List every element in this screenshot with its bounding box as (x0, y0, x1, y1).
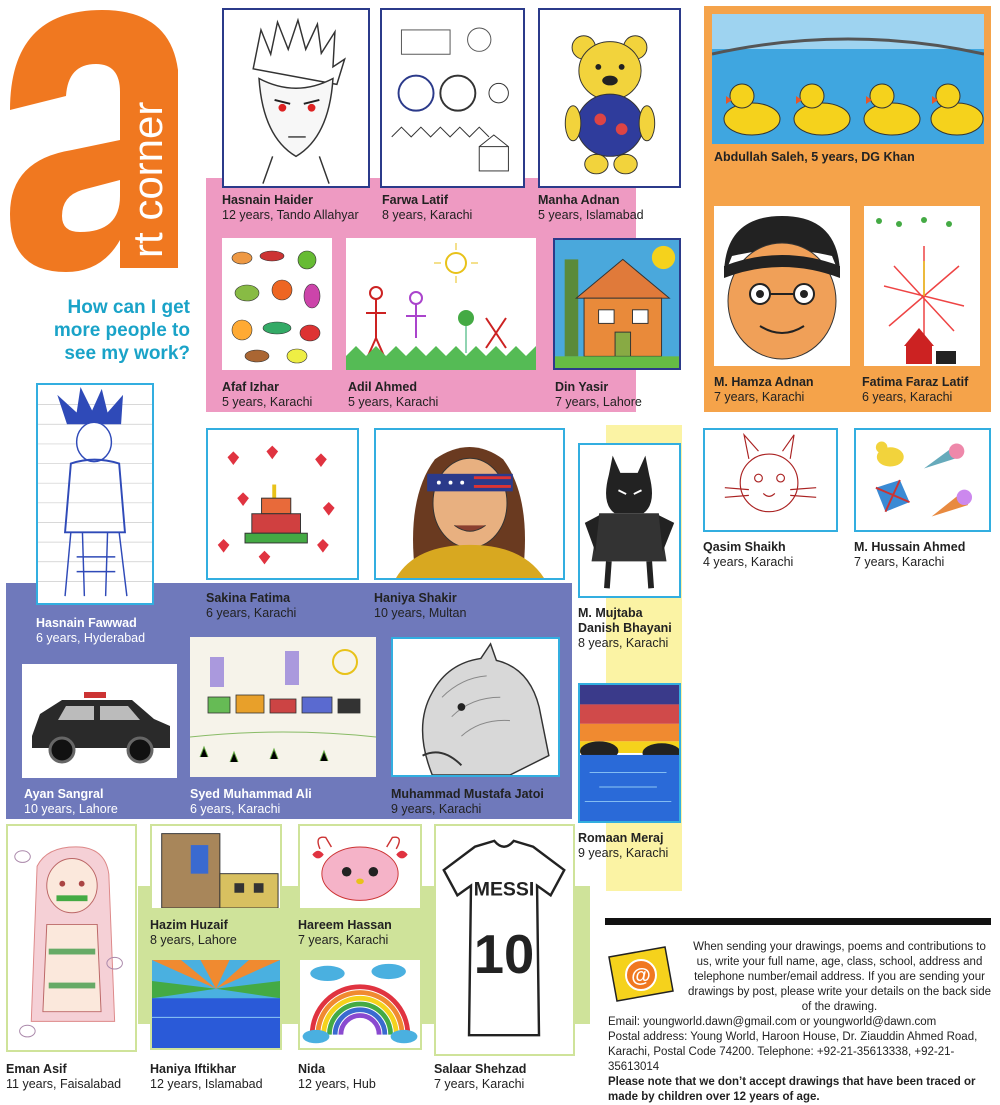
sunset-sea-drawing (580, 685, 679, 821)
submission-email[interactable]: Email: youngworld.dawn@gmail.com or youngworld@dawn.com (608, 1016, 937, 1028)
artist-name: Haniya Iftikhar (150, 1062, 237, 1076)
artist-name: Ayan Sangral (24, 787, 104, 801)
vehicles-parade-drawing (190, 637, 376, 777)
artist-name: Hazim Huzaif (150, 918, 228, 932)
artist-meta: 4 years, Karachi (703, 555, 794, 569)
artwork-qasim-shaikh[interactable] (703, 428, 838, 532)
artwork-ayan-sangral[interactable] (22, 664, 177, 778)
artwork-manha-adnan[interactable] (538, 8, 681, 188)
flowers-drawing (382, 10, 523, 186)
tracing-warning: Please note that we don’t accept drawings that have been traced or made by children over 12 years of age. (608, 1076, 976, 1103)
ducks-drawing (712, 14, 984, 144)
rainbow-drawing (300, 960, 420, 1048)
artwork-fatima-faraz-latif[interactable] (864, 206, 980, 366)
artist-meta: 6 years, Karachi (862, 390, 953, 404)
caption-manha-adnan (538, 193, 698, 223)
artist-meta: 7 years, Karachi (714, 390, 805, 404)
birthday-cake-drawing (208, 430, 357, 578)
caption-haniya-iftikhar (150, 1062, 290, 1092)
caption-mustafa-jatoi (391, 787, 581, 817)
caption-abdullah-saleh (714, 150, 984, 165)
artwork-syed-muhammad-ali[interactable] (190, 637, 376, 777)
caption-hasnain-fawwad (36, 616, 196, 646)
artwork-adil-ahmed[interactable] (346, 238, 536, 370)
rays-road-drawing (152, 960, 280, 1048)
caption-din-yasir (555, 380, 685, 410)
artist-meta: 8 years, Lahore (150, 933, 237, 947)
artwork-din-yasir[interactable] (553, 238, 681, 370)
artist-meta: 9 years, Karachi (391, 802, 482, 816)
artist-name: Qasim Shaikh (703, 540, 786, 554)
artist-name: M. Hamza Adnan (714, 375, 814, 389)
artwork-hamza-adnan[interactable] (714, 206, 850, 366)
artist-name: Nida (298, 1062, 326, 1076)
caption-eman-asif (6, 1062, 146, 1092)
artwork-salaar-shehzad[interactable] (434, 824, 575, 1056)
garden-people-drawing (346, 238, 536, 370)
artwork-sakina-fatima[interactable] (206, 428, 359, 580)
postal-address: Postal address: Young World, Haroon House, Dr. Ziauddin Ahmed Road, Karachi, Postal Code 74200. Telephone: +92-21-35613338, +92-21-35613014 (608, 1031, 978, 1073)
artist-name: Din Yasir (555, 380, 609, 394)
artwork-hareem-hassan[interactable] (298, 824, 422, 910)
artist-name: Hasnain Haider (222, 193, 314, 207)
artwork-afaf-izhar[interactable] (222, 238, 332, 370)
artist-meta: 6 years, Hyderabad (36, 631, 146, 645)
caption-hareem-hassan (298, 918, 438, 948)
caption-hasnain-haider (222, 193, 392, 223)
caption-nida (298, 1062, 418, 1092)
submission-intro: When sending your drawings, poems and contributions to us, write your full name, age, class, school, address and telephone number/email address. If you are sending your drawings by post, please write your details on the back side of the drawing. (688, 941, 991, 1013)
house-drawing (555, 240, 679, 368)
caption-haniya-shakir (374, 591, 554, 621)
kitty-face-drawing (300, 826, 420, 908)
anime-girl-drawing (8, 826, 135, 1050)
artist-meta: 7 years, Karachi (854, 555, 945, 569)
artist-name: M. Hussain Ahmed (854, 540, 966, 554)
shirt-number-text: 10 (473, 924, 535, 986)
caption-qasim-shaikh (703, 540, 843, 570)
caption-afaf-izhar (222, 380, 342, 410)
face-with-glasses-drawing (714, 206, 850, 366)
fruits-vegetables-drawing (222, 238, 332, 370)
artist-meta: 8 years, Karachi (382, 208, 473, 222)
police-car-drawing (22, 664, 177, 778)
artwork-eman-asif[interactable] (6, 824, 137, 1052)
artist-name: Adil Ahmed (348, 380, 417, 394)
artist-name: Manha Adnan (538, 193, 620, 207)
artist-meta: 6 years, Karachi (190, 802, 281, 816)
caption-mujtaba-danish-bhayani (578, 606, 682, 651)
artist-name: Muhammad Mustafa Jatoi (391, 787, 544, 801)
caption-fatima-faraz-latif (862, 375, 992, 405)
artwork-haniya-shakir[interactable] (374, 428, 565, 580)
artist-name: Haniya Shakir (374, 591, 457, 605)
caption-salaar-shehzad (434, 1062, 584, 1092)
artist-meta: 5 years, Karachi (348, 395, 439, 409)
artwork-hasnain-fawwad[interactable] (36, 383, 154, 605)
artwork-hazim-huzaif[interactable] (150, 824, 282, 910)
artist-meta: 5 years, Islamabad (538, 208, 644, 222)
woman-portrait-drawing (376, 430, 563, 578)
artist-meta: 8 years, Karachi (578, 636, 669, 650)
artist-meta: 10 years, Lahore (24, 802, 118, 816)
artist-name: Sakina Fatima (206, 591, 291, 605)
caption-syed-muhammad-ali (190, 787, 370, 817)
artwork-abdullah-saleh[interactable] (712, 14, 984, 144)
artist-meta: 6 years, Karachi (206, 606, 297, 620)
artist-name: Hareem Hassan (298, 918, 392, 932)
artist-name: Abdullah Saleh, 5 years, DG Khan (714, 150, 915, 164)
artist-meta: 7 years, Karachi (434, 1077, 525, 1091)
artist-meta: 5 years, Karachi (222, 395, 313, 409)
artwork-hasnain-haider[interactable] (222, 8, 370, 188)
artist-meta: 10 years, Multan (374, 606, 467, 620)
caption-hussain-ahmed (854, 540, 994, 570)
teddy-bear-drawing (540, 10, 679, 186)
artist-name: Romaan Meraj (578, 831, 664, 845)
caption-romaan-meraj (578, 831, 682, 861)
buildings-drawing (152, 826, 280, 908)
duck-icecream-kite-drawing (856, 430, 989, 530)
artist-meta: 12 years, Hub (298, 1077, 376, 1091)
artwork-nida[interactable] (298, 958, 422, 1050)
caption-hamza-adnan (714, 375, 854, 405)
messi-shirt-drawing (436, 826, 573, 1054)
logo-text (118, 40, 178, 260)
caption-adil-ahmed (348, 380, 508, 410)
star-and-house-drawing (864, 206, 980, 366)
caption-hazim-huzaif (150, 918, 290, 948)
artist-name: Syed Muhammad Ali (190, 787, 312, 801)
footer-divider (605, 918, 991, 925)
anime-warrior-drawing (38, 385, 152, 603)
artwork-mustafa-jatoi[interactable] (391, 637, 560, 777)
caption-ayan-sangral (24, 787, 184, 817)
artwork-hussain-ahmed[interactable] (854, 428, 991, 532)
question-heading: How can I get more people to see my work? (53, 297, 190, 364)
contribution-instructions (608, 940, 993, 1105)
artwork-haniya-iftikhar[interactable] (150, 958, 282, 1050)
artist-name: Fatima Faraz Latif (862, 375, 969, 389)
bunny-face-drawing (705, 430, 836, 530)
artist-meta: 12 years, Tando Allahyar (222, 208, 359, 222)
svg-text:@: @ (631, 965, 651, 987)
artist-meta: 7 years, Karachi (298, 933, 389, 947)
artist-name: Afaf Izhar (222, 380, 279, 394)
artist-meta: 9 years, Karachi (578, 846, 669, 860)
artwork-farwa-latif[interactable] (380, 8, 525, 188)
artist-meta: 12 years, Islamabad (150, 1077, 263, 1091)
artist-name: M. Mujtaba Danish Bhayani (578, 606, 672, 635)
artist-name: Eman Asif (6, 1062, 67, 1076)
artwork-romaan-meraj[interactable] (578, 683, 681, 823)
caption-sakina-fatima (206, 591, 366, 621)
artist-name: Farwa Latif (382, 193, 448, 207)
artwork-mujtaba-danish-bhayani[interactable] (578, 443, 681, 598)
caption-farwa-latif (382, 193, 532, 223)
anime-boy-drawing (224, 10, 368, 186)
shirt-name-text: MESSI (473, 878, 535, 901)
batman-drawing (580, 445, 679, 596)
artist-meta: 7 years, Lahore (555, 395, 642, 409)
artist-name: Hasnain Fawwad (36, 616, 137, 630)
artist-meta: 11 years, Faisalabad (6, 1077, 122, 1091)
horse-sketch-drawing (393, 639, 558, 775)
artist-name: Salaar Shehzad (434, 1062, 527, 1076)
logo-text-label: rt corner (124, 101, 171, 258)
